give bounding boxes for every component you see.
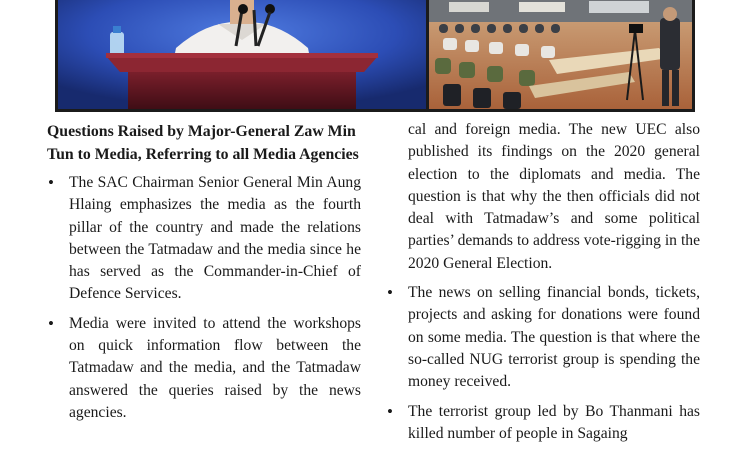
bullet-item: • The terrorist group led by Bo Thanmani has killed number of people in Sagaing	[386, 401, 700, 446]
right-text-column	[386, 119, 700, 452]
left-bullet-list	[47, 172, 361, 424]
continued-paragraph: cal and foreign media. The new UEC also published its findings on the 2020 general election to the diplomats and media. The question is that why the then officials did not deal with Tatmadaw’s and some political parties’ demands to address vote-rigging in the 2020 General Election.	[408, 121, 700, 272]
speaker-at-podium-illustration	[58, 0, 426, 109]
photo-strip	[55, 0, 695, 112]
bullet-item: • The news on selling financial bonds, tickets, projects and asking for donations were found on some media. The question is that where the so-called NUG terrorist group is spending the money received.	[386, 282, 700, 393]
conference-hall-photo	[429, 0, 692, 109]
right-bullet-list	[386, 282, 700, 445]
section-heading: Questions Raised by Major-General Zaw Min Tun to Media, Referring to all Media Agencies	[47, 123, 359, 163]
speaker-at-podium-photo	[58, 0, 426, 109]
bullet-item: • The SAC Chairman Senior General Min Aung Hlaing emphasizes the media as the fourth pillar of the country and made the relations between the Tatmadaw and the media since he has served as the Commander-in-Chief of Defence Services.	[47, 172, 361, 306]
left-text-column	[47, 119, 361, 431]
bullet-item: • Media were invited to attend the workshops on quick information flow between the Tatmadaw and the media, and the Tatmadaw answered the queries raised by the news agencies.	[47, 313, 361, 424]
conference-hall-illustration	[429, 0, 692, 109]
